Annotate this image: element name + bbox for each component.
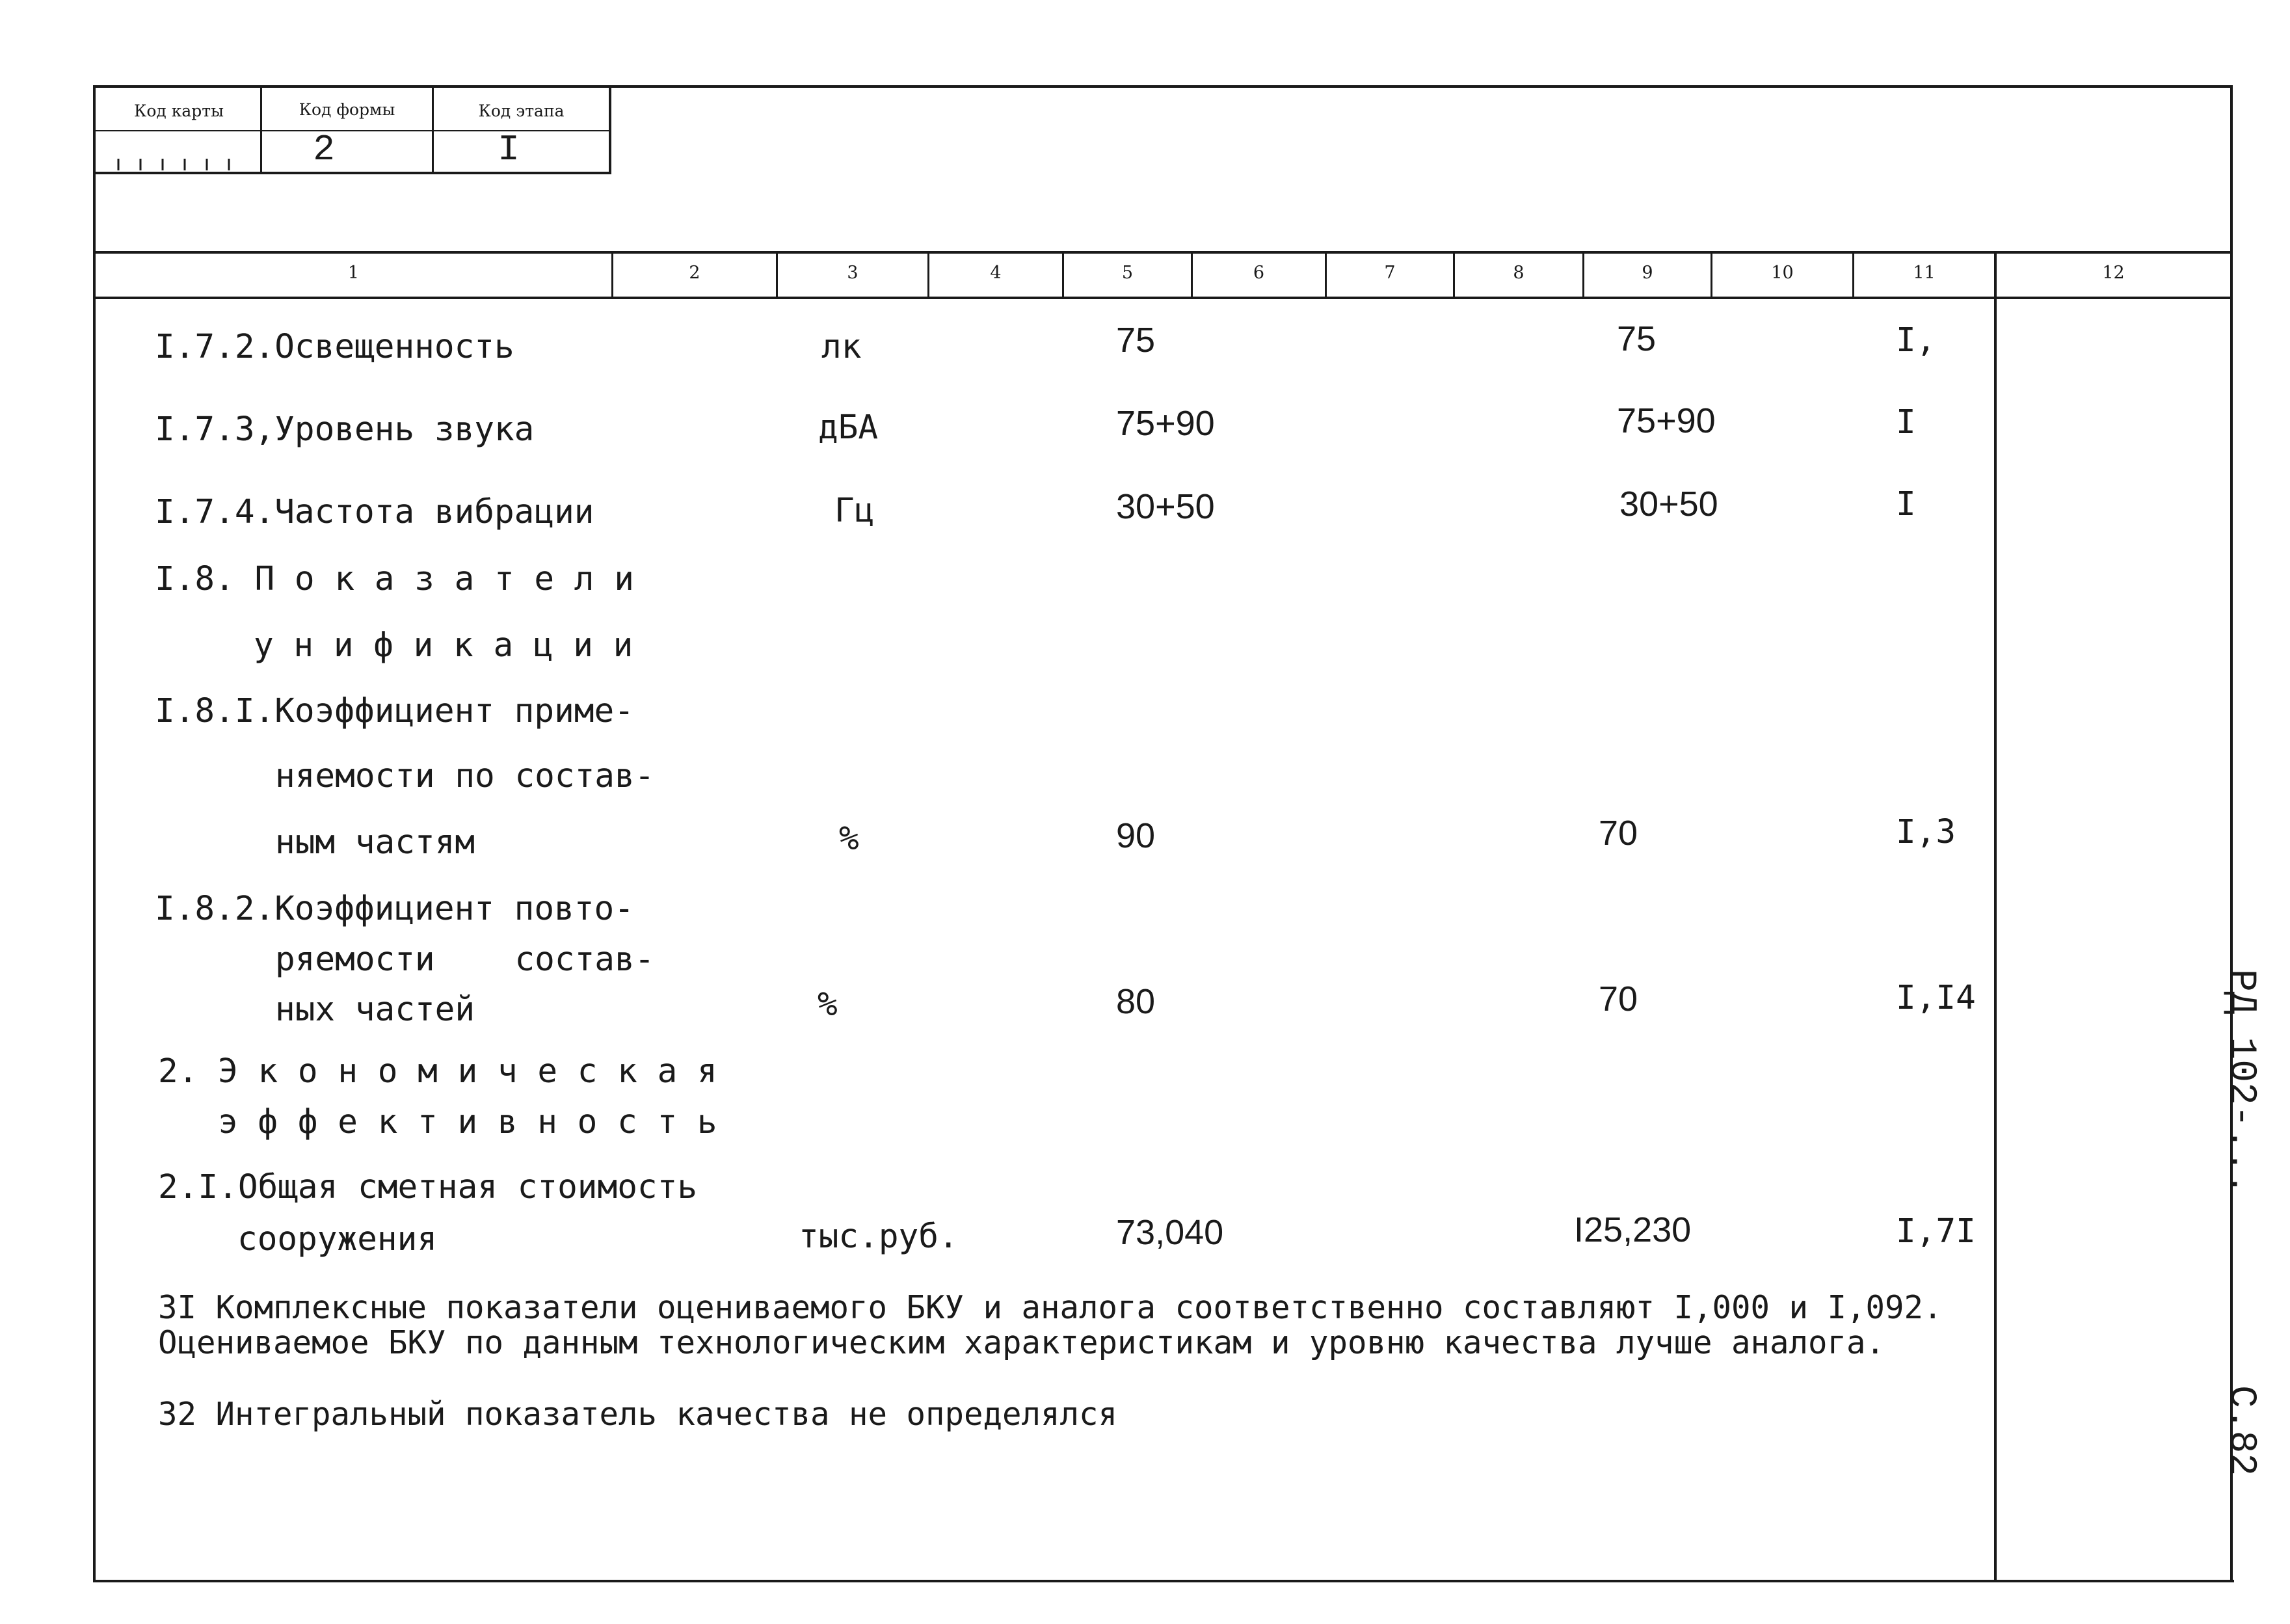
form-code-value: 2 — [313, 129, 335, 170]
margin-doc-code: РД 102-... — [2220, 969, 2262, 1196]
row-173-analog: 75+90 — [1617, 401, 1716, 440]
note-31-line2: Оцениваемое БКУ по данным технологическим характеристикам и уровню качества лучше аналога. — [158, 1324, 1885, 1361]
row-21-analog: I25,230 — [1574, 1210, 1692, 1249]
col12-divider — [1994, 252, 1997, 1581]
row-182-value: 80 — [1116, 982, 1156, 1021]
colhdr-top — [93, 251, 2233, 254]
row-172-analog: 75 — [1617, 319, 1657, 358]
form-code-label: Код формы — [299, 100, 395, 119]
note-32: 32 Интегральный показатель качества не определялся — [158, 1396, 1118, 1433]
card-code-label: Код карты — [133, 101, 224, 120]
section-2-title-2: э ф ф е к т и в н о с т ь — [218, 1103, 717, 1141]
row-173-ratio: I — [1896, 403, 1916, 442]
row-172-name: I.7.2.Освещенность — [155, 328, 514, 366]
row-181-analog: 70 — [1599, 814, 1638, 853]
frame-top — [93, 85, 2233, 88]
col-num-6: 6 — [1253, 263, 1265, 283]
col-num-5: 5 — [1121, 263, 1134, 283]
row-181-unit: % — [839, 819, 859, 858]
row-182-line2: ряемости состав- — [275, 940, 655, 979]
row-173-name: I.7.3,Уровень звука — [155, 410, 535, 449]
row-21-line2: сооружения — [237, 1220, 438, 1258]
row-181-line1: I.8.I.Коэффициент приме- — [155, 692, 634, 730]
col-num-9: 9 — [1642, 263, 1653, 283]
row-182-ratio: I,I4 — [1896, 979, 1976, 1017]
frame-left — [93, 85, 96, 1582]
row-174-analog: 30+50 — [1619, 485, 1718, 524]
col-num-12: 12 — [2102, 263, 2125, 283]
col-num-11: 11 — [1913, 263, 1936, 283]
col-num-8: 8 — [1513, 263, 1524, 283]
row-181-line2: няемости по состав- — [275, 757, 655, 795]
row-182-line1: I.8.2.Коэффициент повто- — [155, 890, 634, 928]
col-num-4: 4 — [990, 263, 1002, 283]
row-173-unit: дБА — [818, 408, 879, 447]
col-num-7: 7 — [1384, 263, 1396, 283]
stage-code-value: I — [498, 129, 520, 170]
row-21-value: 73,040 — [1116, 1213, 1224, 1252]
row-174-value: 30+50 — [1116, 487, 1215, 526]
frame-bottom — [94, 1580, 2234, 1582]
row-181-ratio: I,3 — [1896, 813, 1956, 851]
row-172-value: 75 — [1116, 321, 1156, 360]
note-31-line1: 3I Комплексные показатели оцениваемого БКУ и аналога соответственно составляют I,000 и I,092. — [158, 1289, 1943, 1326]
row-182-analog: 70 — [1599, 979, 1638, 1018]
margin-page-number: С.82 — [2220, 1385, 2262, 1476]
colhdr-bottom — [93, 297, 2233, 299]
frame-right — [2230, 85, 2233, 1582]
row-174-name: I.7.4.Частота вибрации — [155, 493, 594, 531]
col-num-2: 2 — [689, 263, 700, 283]
row-172-unit: лк — [821, 328, 862, 366]
section-18-title-2: у н и ф и к а ц и и — [254, 626, 633, 665]
col-num-10: 10 — [1771, 263, 1794, 283]
stage-code-label: Код этапа — [478, 101, 565, 120]
col-num-1: 1 — [347, 263, 360, 283]
row-173-value: 75+90 — [1116, 404, 1215, 443]
row-21-line1: 2.I.Общая сметная стоимость — [158, 1168, 698, 1206]
row-172-ratio: I, — [1896, 321, 1936, 360]
section-18-title-1: I.8. П о к а з а т е л и — [155, 560, 634, 598]
row-174-ratio: I — [1896, 485, 1916, 524]
row-181-value: 90 — [1116, 816, 1156, 855]
row-21-unit: тыс.руб. — [799, 1218, 959, 1256]
row-174-unit: Гц — [834, 492, 875, 530]
row-182-line3: ных частей — [275, 991, 475, 1029]
row-181-line3: ным частям — [275, 823, 475, 862]
col-num-3: 3 — [847, 263, 859, 283]
row-182-unit: % — [818, 985, 838, 1024]
section-2-title-1: 2. Э к о н о м и ч е с к а я — [158, 1052, 717, 1091]
row-21-ratio: I,7I — [1896, 1212, 1976, 1251]
card-code-ticks — [98, 151, 260, 173]
